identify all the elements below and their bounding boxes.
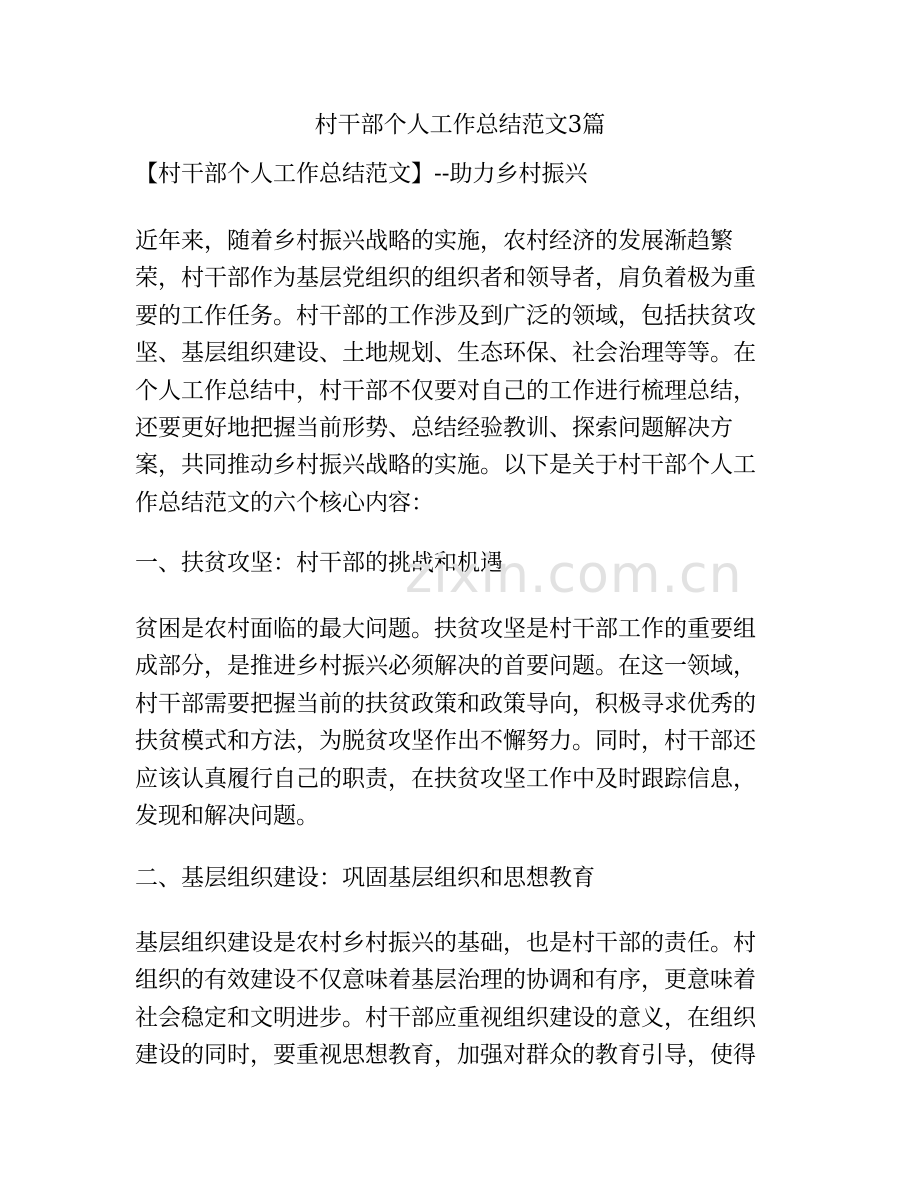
section-heading-2: 二、基层组织建设：巩固基层组织和思想教育: [135, 865, 595, 891]
paragraph-line: 近年来，随着乡村振兴战略的实施，农村经济的发展渐趋繁: [135, 228, 733, 254]
paragraph-line: 个人工作总结中，村干部不仅要对自己的工作进行梳理总结，: [135, 377, 756, 404]
paragraph-line: 还要更好地把握当前形势、总结经验教训、探索问题解决方: [135, 414, 733, 441]
document-subtitle: 【村干部个人工作总结范文】--助力乡村振兴: [135, 161, 588, 187]
paragraph-line: 坚、基层组织建设、土地规划、生态环保、社会治理等等。在: [135, 340, 756, 367]
section-heading-1: 一、扶贫攻坚：村干部的挑战和机遇: [135, 550, 503, 576]
paragraph-line: 应该认真履行自己的职责，在扶贫攻坚工作中及时跟踪信息，: [135, 765, 756, 792]
paragraph-line: 贫困是农村面临的最大问题。扶贫攻坚是村干部工作的重要组: [135, 616, 756, 642]
paragraph-line: 建设的同时，要重视思想教育，加强对群众的教育引导，使得: [135, 1042, 756, 1069]
paragraph-line: 荣，村干部作为基层党组织的组织者和领导者，肩负着极为重: [135, 265, 756, 292]
paragraph-line: 成部分，是推进乡村振兴必须解决的首要问题。在这一领域，: [135, 653, 756, 680]
paragraph-line: 社会稳定和文明进步。村干部应重视组织建设的意义，在组织: [135, 1004, 756, 1031]
paragraph-line: 发现和解决问题。: [135, 802, 319, 829]
paragraph-line: 基层组织建设是农村乡村振兴的基础，也是村干部的责任。村: [135, 930, 756, 956]
paragraph-line: 案，共同推动乡村振兴战略的实施。以下是关于村干部个人工: [135, 452, 756, 479]
paragraph-line: 扶贫模式和方法，为脱贫攻坚作出不懈努力。同时，村干部还: [135, 728, 756, 755]
section2-paragraph: [135, 925, 790, 1075]
section1-paragraph: [135, 611, 790, 835]
paragraph-line: 作总结范文的六个核心内容：: [135, 489, 434, 516]
paragraph-line: 村干部需要把握当前的扶贫政策和政策导向，积极寻求优秀的: [135, 690, 756, 717]
document-title: 村干部个人工作总结范文3篇: [314, 112, 606, 138]
watermark: zixin.com.cn: [405, 545, 743, 605]
intro-paragraph: [135, 223, 790, 522]
paragraph-line: 组织的有效建设不仅意味着基层治理的协调和有序，更意味着: [135, 967, 756, 994]
paragraph-line: 要的工作任务。村干部的工作涉及到广泛的领域，包括扶贫攻: [135, 302, 756, 329]
